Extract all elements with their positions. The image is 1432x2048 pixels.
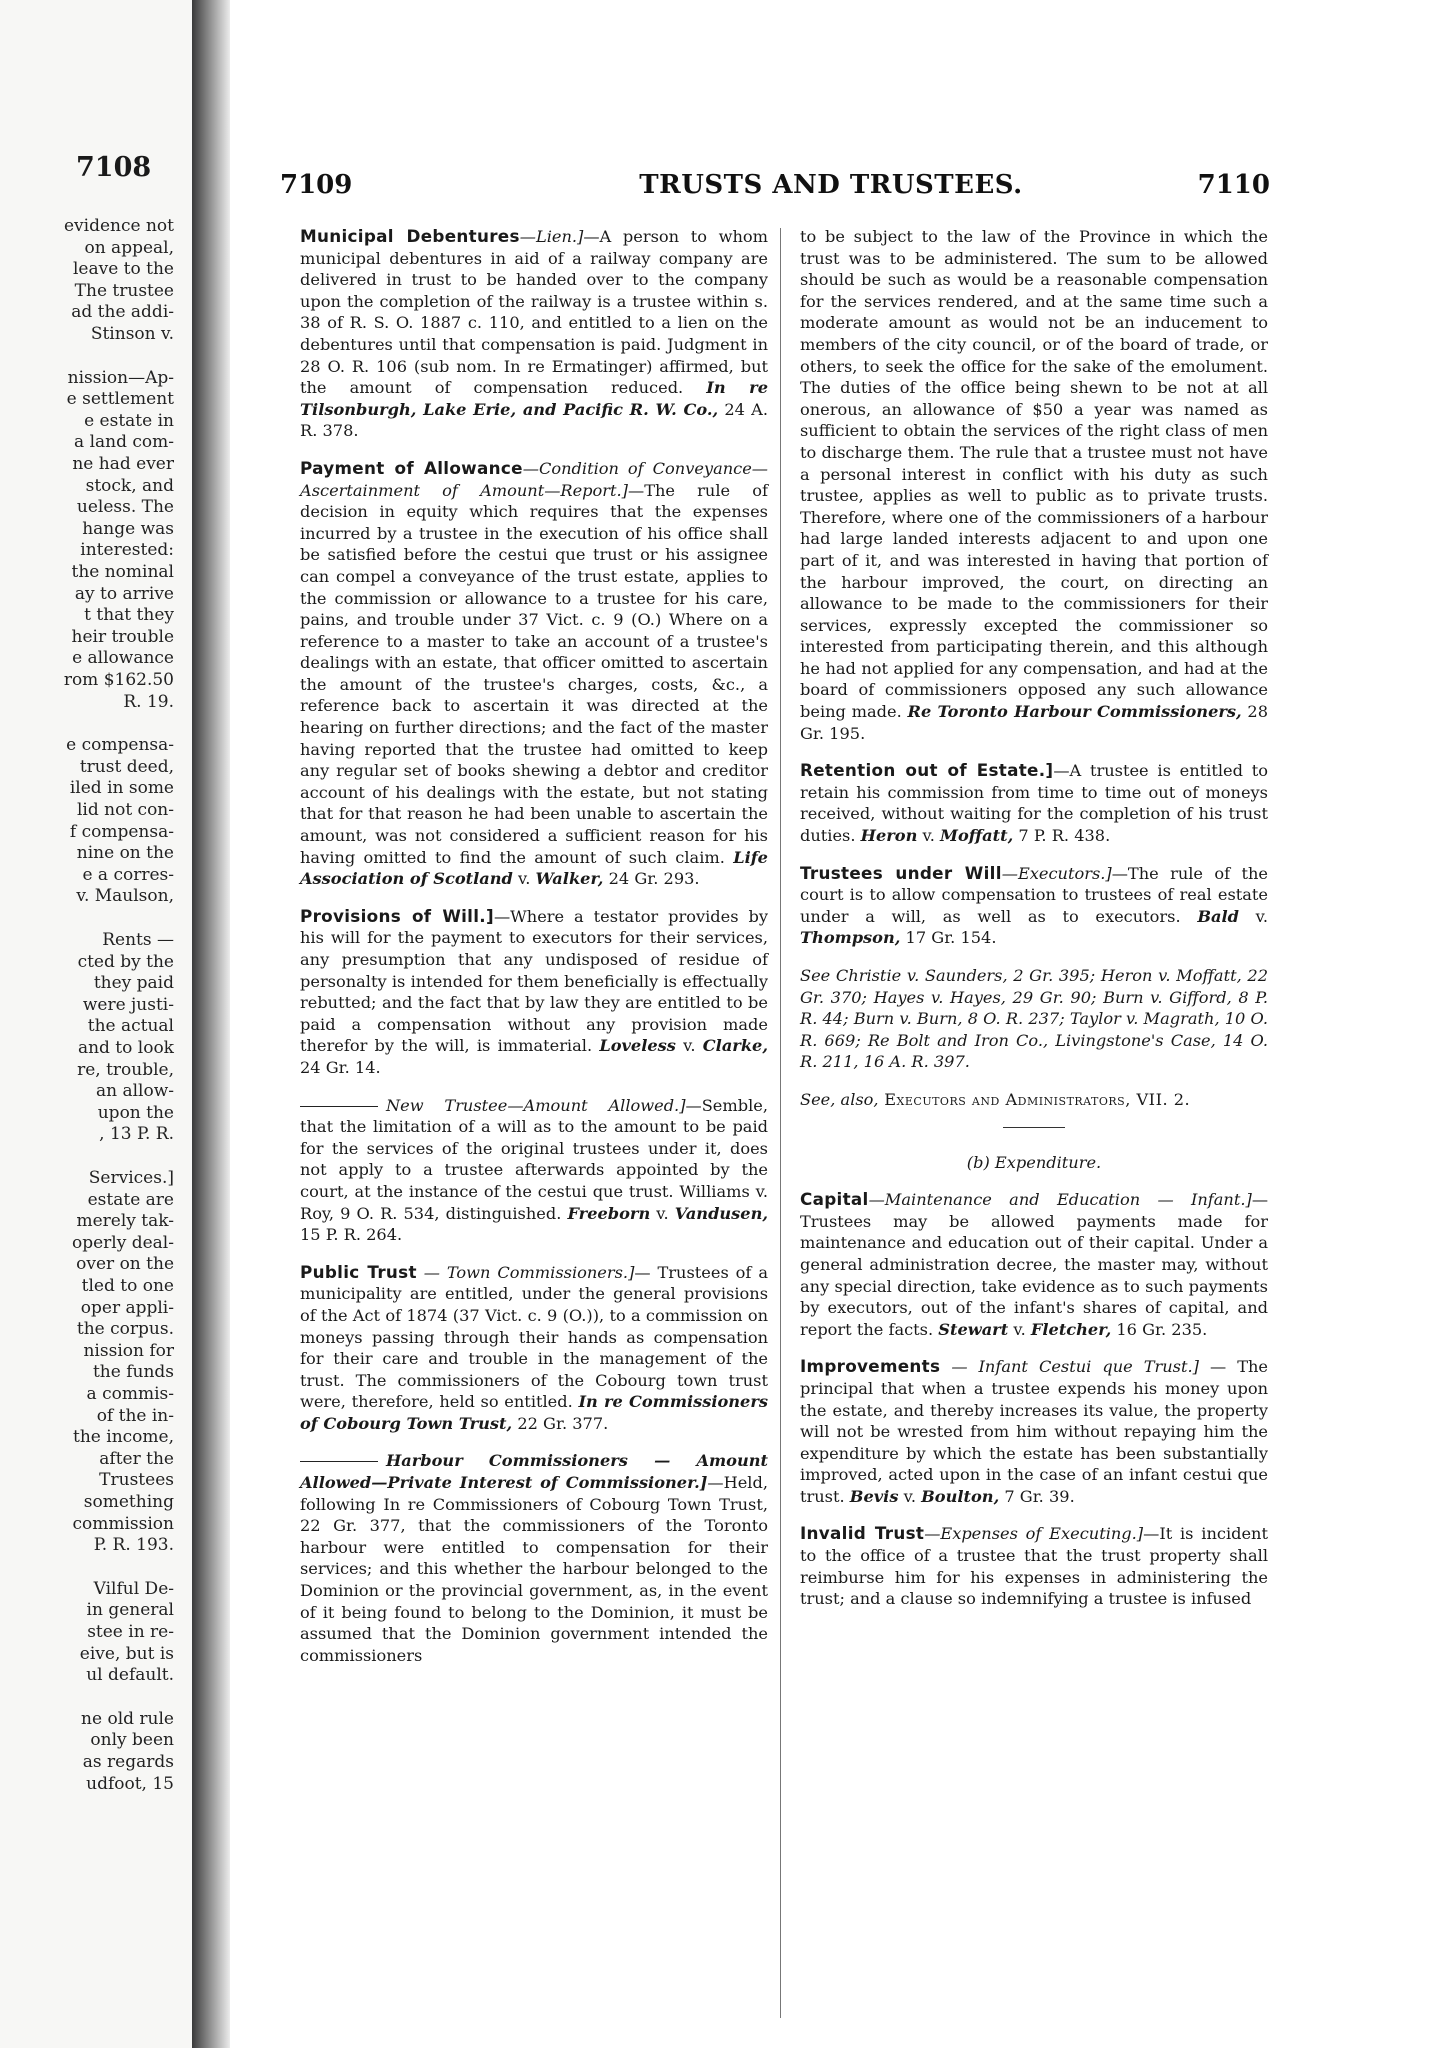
- book-gutter: [192, 0, 230, 2048]
- previous-page-fragment: e compensa-: [66, 735, 174, 756]
- paragraph-provisions-of-will: Provisions of Will.]—Where a testator provides by his will for the payment to executors for their services, any presumption that any undisposed of residue of personalty is intended for them beneficially is effectually rebutted; and the fact that by law they are entitled to be paid a compensation without any provision made therefor by the will, is immaterial. Loveless v. Clarke, 24 Gr. 14.: [300, 905, 768, 1077]
- previous-page-fragment: something: [83, 1492, 174, 1512]
- left-column: [300, 226, 768, 1682]
- column-divider: [780, 228, 781, 2018]
- entry-heading: Public Trust: [300, 1261, 417, 1282]
- previous-page-fragment: stee in re-: [87, 1622, 174, 1642]
- paragraph-trustees-under-will: Trustees under Will—Executors.]—The rule of the court is to allow compensation to trustees of real estate under a will, as well as to executors. Bald v. Thompson, 17 Gr. 154.: [800, 862, 1269, 948]
- case-citation: In re Tilsonburgh, Lake Erie, and Pacific R. W. Co.,: [300, 378, 768, 419]
- previous-page-fragment: e estate in: [84, 410, 174, 431]
- previous-page-fragment: trust deed,: [79, 756, 174, 777]
- previous-page-fragment: the income,: [73, 1427, 174, 1448]
- previous-page-fragment: the nominal: [71, 562, 174, 582]
- previous-page-fragment: ay to arrive: [74, 583, 174, 604]
- book-page: [230, 0, 1432, 2048]
- previous-page-fragment: tled to one: [81, 1276, 174, 1296]
- previous-page-fragment: e settlement: [66, 389, 174, 410]
- previous-page-fragment: oper appli-: [80, 1297, 174, 1318]
- previous-page-fragment: ad the addi-: [71, 302, 174, 323]
- previous-page-fragment: rom $162.50: [63, 670, 174, 690]
- previous-page-fragment: f compensa-: [69, 821, 174, 842]
- previous-page-fragment: lid not con-: [76, 800, 174, 820]
- previous-page-fragment: were justi-: [82, 994, 174, 1015]
- previous-page-fragment: in general: [86, 1600, 174, 1621]
- previous-page-fragment: upon the: [97, 1102, 174, 1123]
- case-citation: Life Association of Scotland: [300, 847, 768, 889]
- case-citation: Freeborn: [567, 1203, 651, 1223]
- previous-page-fragment: v. Maulson,: [76, 886, 174, 907]
- right-page-number: 7110: [1197, 170, 1270, 200]
- previous-page-fragment: re, trouble,: [77, 1059, 174, 1080]
- previous-page-fragment: the funds: [92, 1362, 174, 1383]
- entry-heading: Trustees under Will: [800, 862, 1002, 883]
- previous-page-fragment: as regards: [82, 1752, 174, 1772]
- left-page-number: 7109: [280, 170, 353, 200]
- paragraph-retention-out-of-estate: Retention out of Estate.]—A trustee is entitled to retain his commission from time to time out of moneys received, without waiting for the completion of his trust duties. Heron v. Moffatt, 7 P. R. 438.: [800, 760, 1268, 846]
- previous-page-fragment: heir trouble: [71, 626, 174, 647]
- previous-page-fragment: , 13 P. R.: [99, 1124, 174, 1145]
- previous-page-fragment: Stinson v.: [90, 324, 174, 344]
- previous-page-fragment: after the: [99, 1448, 174, 1469]
- previous-page-fragment: stock, and: [85, 475, 174, 496]
- previous-page-fragment: nine on the: [76, 843, 174, 864]
- previous-page-fragment: Rents —: [102, 930, 174, 950]
- previous-page-fragment: eive, but is: [79, 1643, 174, 1664]
- previous-page-fragment: a commis-: [86, 1384, 174, 1404]
- previous-page-edge: [0, 0, 192, 2048]
- previous-page-fragment: e allowance: [72, 648, 174, 669]
- entry-heading: Retention out of Estate.]: [800, 760, 1054, 781]
- previous-page-fragment: they paid: [93, 973, 174, 994]
- paragraph-continued: to be subject to the law of the Province in which the trust was to be administered. The sum to be allowed should be such as would be a reasonable compensation for the services rendered, and at the same time such a moderate amount as would not be an inducement to members of the city council, or of the board of trade, or others, to seek the office for the sake of the emolument. The duties of the office being shewn to be not at all onerous, an allowance of $50 a year was named as sufficient to obtain the services of the right class of men to discharge them. The rule that a trustee must not have a personal interest in conflict with his duty as such trustee, applies as well to public as to private trusts. Therefore, where one of the commissioners of a harbour had large landed interests adjacent to and upon one part of it, and was interested in having that portion of the harbour improved, the court, on directing an allowance to be made to the commissioners for their services, expressly excepted the commissioner so interested from participating therein, and this although he had not applied for any compensation, and had at the board of commissioners opposed any such allowance being made. Re Toronto Harbour Commissioners, 28 Gr. 195.: [800, 227, 1269, 743]
- previous-page-fragment: ne had ever: [72, 454, 174, 474]
- entry-heading: Provisions of Will.]: [300, 905, 494, 926]
- previous-page-fragment: a land com-: [74, 432, 174, 453]
- case-citation: Re Toronto Harbour Commissioners,: [907, 702, 1242, 722]
- paragraph-public-trust: Public Trust — Town Commissioners.]— Trustees of a municipality are entitled, under the general provisions of the Act of 1874 (37 Vict. c. 9 (O.)), to a commission on moneys passing through their hands as compensation for their care and trouble in the management of the trust. The commissioners of the Cobourg town trust were, therefore, held so entitled. In re Commissioners of Cobourg Town Trust, 22 Gr. 377.: [300, 1261, 768, 1433]
- previous-page-fragment: leave to the: [72, 259, 174, 280]
- paragraph-see-also-cases: See Christie v. Saunders, 2 Gr. 395; Heron v. Moffatt, 22 Gr. 370; Hayes v. Hayes, 29 Gr. 90; Burn v. Gifford, 8 P. R. 44; Burn v. Burn, 8 O. R. 237; Taylor v. Magrath, 10 O. R. 669; Re Bolt and Iron Co., Livingstone's Case, 14 O. R. 211, 16 A. R. 397.: [800, 966, 1268, 1072]
- repeat-dash: [300, 1106, 378, 1107]
- previous-page-fragment: over on the: [76, 1254, 174, 1275]
- paragraph-harbour-commissioners: Harbour Commissioners — Amount Allowed—Private Interest of Commissioner.]—Held, following In re Commissioners of Cobourg Town Trust, 22 Gr. 377, that the commissioners of the Toronto harbour were entitled to compensation for their services; and this whether the harbour belonged to the Dominion or the provincial government, as, in the event of it being found to belong to the Dominion, it must be assumed that the Dominion government intended the commissioners: [300, 1451, 768, 1665]
- previous-page-fragment: of the in-: [96, 1405, 174, 1426]
- previous-page-fragment: interested:: [80, 540, 174, 561]
- previous-page-fragment: The trustee: [74, 280, 174, 301]
- previous-page-fragment: and to look: [77, 1038, 174, 1058]
- case-citation: Bevis: [849, 1486, 899, 1506]
- running-title: TRUSTS AND TRUSTEES.: [639, 170, 1023, 200]
- previous-page-fragment: operly deal-: [71, 1232, 174, 1253]
- paragraph-invalid-trust: Invalid Trust—Expenses of Executing.]—It is incident to the office of a trustee that the trust property shall reimburse him for his expenses in administering the trust; and a clause so indemnifying a trustee is infused: [800, 1523, 1268, 1609]
- previous-page-fragment: udfoot, 15: [86, 1773, 174, 1794]
- previous-page-fragment: Services.]: [88, 1168, 174, 1188]
- previous-page-fragment: Vilful De-: [93, 1578, 174, 1599]
- case-citation: Loveless: [599, 1036, 676, 1056]
- entry-heading: Municipal Debentures: [300, 226, 520, 246]
- previous-page-fragment: ne old rule: [81, 1708, 174, 1729]
- previous-page-fragment: nission for: [83, 1340, 174, 1361]
- previous-page-fragment: an allow-: [95, 1081, 174, 1102]
- section-rule: [1003, 1127, 1065, 1128]
- previous-page-fragment: on appeal,: [84, 237, 174, 258]
- previous-page-fragment: hange was: [82, 518, 174, 539]
- right-column: [800, 226, 1268, 1626]
- paragraph-new-trustee: New Trustee—Amount Allowed.]—Semble, that the limitation of a will as to the amount to be paid for the services of the original trustees under it, does not apply to a trustee afterwards appointed by the court, at the instance of the cestui que trust. Williams v. Roy, 9 O. R. 534, distinguished. Freeborn v. Vandusen, 15 P. R. 264.: [300, 1095, 768, 1245]
- paragraph-improvements: Improvements — Infant Cestui que Trust.] — The principal that when a trustee expends his money upon the estate, and thereby increases its value, the property will not be wrested from him without repaying him the expenditure by which the estate has been substantially improved, acted upon in the case of an infant cestui que trust. Bevis v. Boulton, 7 Gr. 39.: [800, 1356, 1268, 1506]
- entry-heading: Capital: [800, 1189, 869, 1210]
- previous-page-fragment: the corpus.: [76, 1319, 174, 1340]
- case-citation: Stewart: [938, 1319, 1009, 1339]
- previous-page-fragment: nission—Ap-: [67, 367, 174, 388]
- case-citation: Heron: [860, 826, 918, 846]
- previous-page-fragment: estate are: [87, 1189, 174, 1210]
- previous-page-fragment: ul default.: [86, 1665, 174, 1686]
- entry-heading: Invalid Trust: [800, 1523, 925, 1544]
- previous-page-fragment: ueless. The: [76, 497, 174, 518]
- entry-heading: Payment of Allowance: [300, 457, 523, 478]
- previous-page-fragment: iled in some: [69, 778, 174, 799]
- previous-page-fragment: Trustees: [99, 1470, 174, 1491]
- entry-heading: Improvements: [800, 1356, 941, 1377]
- subsection-heading: (b) Expenditure.: [966, 1152, 1102, 1172]
- case-citation: In re Commissioners of Cobourg Town Trust,: [300, 1392, 768, 1433]
- previous-page-fragment: e a corres-: [82, 864, 174, 885]
- paragraph-see-also-executors: See, also, Executors and Administrators, VII. 2.: [800, 1089, 1191, 1109]
- repeat-dash: [300, 1461, 378, 1462]
- previous-page-fragment: the actual: [87, 1016, 174, 1037]
- previous-page-fragment: cted by the: [77, 951, 174, 972]
- paragraph-payment-of-allowance: Payment of Allowance—Condition of Conveyance—Ascertainment of Amount—Report.]—The rule of decision in equity which requires that the expenses incurred by a trustee in the execution of his office shall be satisfied before the cestui que trust or his assignee can compel a conveyance of the trust estate, applies to the commission or allowance to a trustee for his care, pains, and trouble under 37 Vict. c. 9 (O.) Where on a reference to a master to take an account of a trustee's dealings with an estate, that officer omitted to ascertain the amount of the trustee's charges, costs, &c., a reference back to ascertain it was directed at the hearing on further directions; and the fact of the master having reported that the trustee had omitted to keep any regular set of books shewing a debtor and creditor account of his dealings with the estate, but not stating that for that reason he had been unable to ascertain the amount, was not considered a sufficient reason for his having omitted to find the amount of such claim. Life Association of Scotland v. Walker, 24 Gr. 293.: [300, 457, 768, 889]
- previous-page-fragment: t that they: [84, 605, 174, 626]
- case-citation: Bald: [1197, 906, 1239, 926]
- previous-page-number: 7108: [76, 152, 152, 183]
- previous-page-fragment: commission: [72, 1513, 174, 1534]
- previous-page-fragment: merely tak-: [76, 1211, 174, 1232]
- paragraph-capital: Capital—Maintenance and Education — Infant.]—Trustees may be allowed payments made for maintenance and education out of their capital. Under a general administration decree, the master may, without any special direction, take evidence as to such payments by executors, out of the infant's shares of capital, and report the facts. Stewart v. Fletcher, 16 Gr. 235.: [800, 1189, 1268, 1339]
- previous-page-fragment: R. 19.: [123, 691, 174, 712]
- previous-page-fragment: evidence not: [64, 216, 174, 236]
- paragraph-municipal-debentures: Municipal Debentures—Lien.]—A person to whom municipal debentures in aid of a railway company are delivered in trust to be handed over to the company upon the completion of the railway is a trustee within s. 38 of R. S. O. 1887 c. 110, and entitled to a lien on the debentures until that compensation is paid. Judgment in 28 O. R. 106 (sub nom. In re Ermatinger) affirmed, but the amount of compensation reduced. In re Tilsonburgh, Lake Erie, and Pacific R. W. Co., 24 A. R. 378.: [300, 226, 768, 441]
- previous-page-fragment: only been: [90, 1730, 174, 1751]
- previous-page-fragment: P. R. 193.: [93, 1535, 174, 1556]
